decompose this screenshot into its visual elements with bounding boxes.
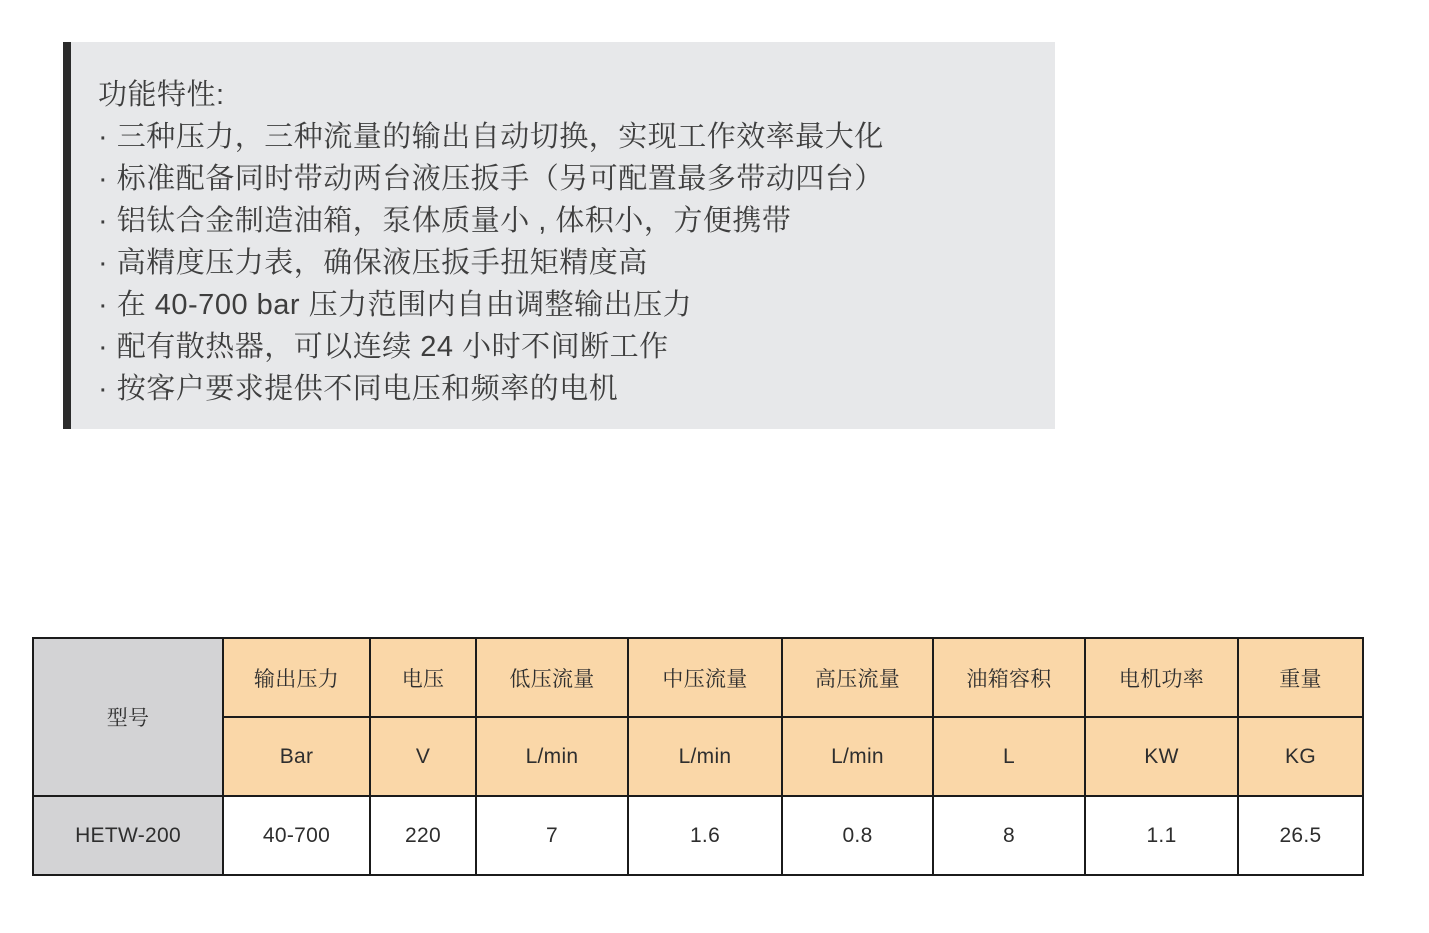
feature-item: · 按客户要求提供不同电压和频率的电机 bbox=[98, 373, 619, 405]
spec-value: 220 bbox=[370, 796, 476, 875]
header-row-units bbox=[33, 717, 1363, 796]
column-unit: V bbox=[370, 717, 476, 796]
column-unit: KW bbox=[1085, 717, 1238, 796]
spec-table bbox=[32, 637, 1364, 876]
feature-title: 功能特性: bbox=[98, 79, 225, 111]
column-header: 高压流量 bbox=[782, 638, 933, 717]
feature-content bbox=[71, 42, 1055, 410]
spec-value: 1.1 bbox=[1085, 796, 1238, 875]
spec-value: 7 bbox=[476, 796, 628, 875]
column-header: 重量 bbox=[1238, 638, 1363, 717]
feature-item: · 标准配备同时带动两台液压扳手（另可配置最多带动四台） bbox=[98, 163, 884, 195]
spec-value: 1.6 bbox=[628, 796, 782, 875]
column-unit: Bar bbox=[223, 717, 370, 796]
column-header: 输出压力 bbox=[223, 638, 370, 717]
header-row-names bbox=[33, 638, 1363, 717]
feature-item: · 配有散热器，可以连续 24 小时不间断工作 bbox=[98, 331, 669, 363]
column-unit: L/min bbox=[476, 717, 628, 796]
column-header: 电压 bbox=[370, 638, 476, 717]
spec-value: 0.8 bbox=[782, 796, 933, 875]
model-header-cell: 型号 bbox=[33, 638, 223, 796]
feature-item: · 铝钛合金制造油箱，泵体质量小 , 体积小，方便携带 bbox=[98, 205, 792, 237]
spec-value: 8 bbox=[933, 796, 1085, 875]
column-header: 中压流量 bbox=[628, 638, 782, 717]
model-cell: HETW-200 bbox=[33, 796, 223, 875]
feature-item: · 三种压力，三种流量的输出自动切换，实现工作效率最大化 bbox=[98, 121, 884, 153]
column-unit: L/min bbox=[628, 717, 782, 796]
table-row bbox=[33, 796, 1363, 875]
column-unit: KG bbox=[1238, 717, 1363, 796]
column-unit: L bbox=[933, 717, 1085, 796]
spec-value: 40-700 bbox=[223, 796, 370, 875]
feature-box bbox=[63, 42, 1055, 429]
feature-item: · 在 40-700 bar 压力范围内自由调整输出压力 bbox=[98, 289, 693, 321]
column-header: 电机功率 bbox=[1085, 638, 1238, 717]
column-header: 油箱容积 bbox=[933, 638, 1085, 717]
column-header: 低压流量 bbox=[476, 638, 628, 717]
feature-item: · 高精度压力表，确保液压扳手扭矩精度高 bbox=[98, 247, 648, 279]
column-unit: L/min bbox=[782, 717, 933, 796]
spec-value: 26.5 bbox=[1238, 796, 1363, 875]
